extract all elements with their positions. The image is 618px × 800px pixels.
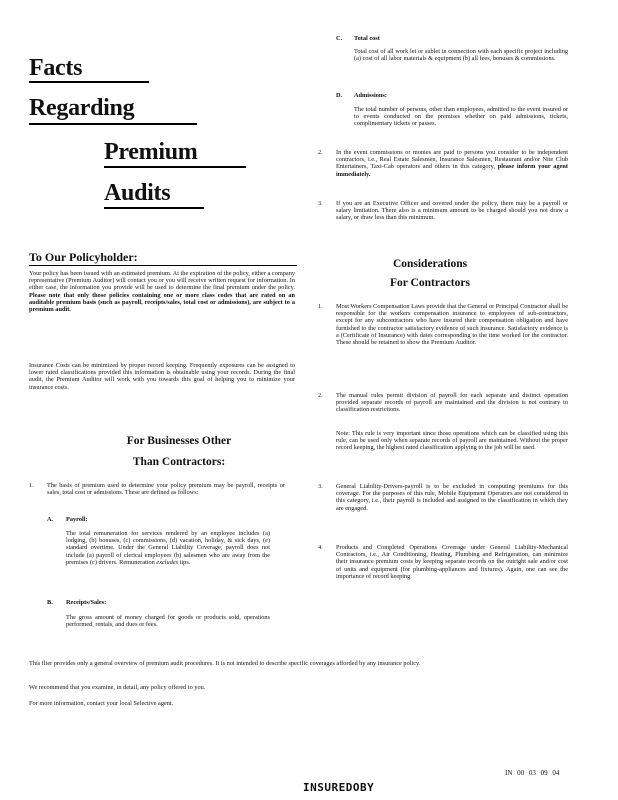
contractor-item-1-text: Most Workers Compensation Laws provide that the General or Principal Contractor shall be responsible for the workers compensation insurance to employees of sub-contractors, except for any subcontractors who have insured their compensation obligation and have furnished to the contractor satisfactory evidence of such insurance. Satisfactory evidence is a (Certificate of Insurance) with dates corresponding to the time worked for the contractor. These should be retained to show the Premium Auditor. xyxy=(336,303,568,347)
contractor-item-1-number: 1. xyxy=(318,303,323,310)
item-3-text: If you are an Executive Officer and covered under the policy, there may be a payroll or salary limitation. There also is a minimum amount to be charged should you not draw a salary, or draw less than this minimum. xyxy=(336,200,568,222)
item-c-title: Total cost xyxy=(354,35,380,42)
item-a-text: The total remuneration for services rendered by an employee includes (a) lodging, (b) bonuses, (c) commissions, (d) vacation, holiday, & sick days, (e) standard overtime. Under the General Liability Coverage, payroll does not include (a) payroll of clerical employees (b) salesmen who are away from the premises (c) drivers. Remuneration excludes tips. xyxy=(66,530,270,566)
policyholder-rule xyxy=(29,265,297,266)
policyholder-paragraph-2: Insurance Costs can be minimized by proper record keeping. Frequently exposures can be assigned to lower rated classifications provided this information is obtainable using your records. During the final audit, the Premium Auditor will work with you towards this goal of helping you to minimize your insurance costs. xyxy=(29,362,295,391)
policyholder-paragraph-1: Your policy has been issued with an estimated premium. At the expiration of the policy, either a company representative (Premium Auditor) will contact you or you will receive written request for information. In either case, the information you provide will be used to determine the final premium under the policy. Please note that only those policies containing one or more class codes that are rated on an auditable premium basis (such as payroll, receipts/sales, total cost or admissions), are subject to a premium audit. xyxy=(29,270,295,314)
contractor-item-4-text: Products and Completed Operations Coverage under General Liability-Mechanical Contractors, i.e., Air Conditioning, Heating, Plumbing and Refrigeration, can minimize their insurance premium costs by keeping separate records on the outright sale and/or cost of units and equipment (for plumbing-appliances and fixtures). Again, one can see the importance of record keeping. xyxy=(336,544,568,580)
title-regarding: Regarding xyxy=(29,95,135,121)
title-facts: Facts xyxy=(29,55,83,81)
item-d-text: The total number of persons, other than employees, admitted to the event insured or to events conducted on the premises whether on paid admissions, tickets, complimentary tickets or passes. xyxy=(354,106,568,128)
form-number: IN 00 03 09 04 xyxy=(505,769,560,777)
footer-contact: For more information, contact your local Selective agent. xyxy=(29,700,174,707)
contractor-item-2-number: 2. xyxy=(318,392,323,399)
businesses-heading-2: Than Contractors: xyxy=(132,456,226,468)
item-d-title: Admissions: xyxy=(354,92,387,99)
title-rule-1 xyxy=(29,81,149,83)
item-d-label: D. xyxy=(336,92,343,99)
policyholder-heading: To Our Policyholder: xyxy=(29,250,138,264)
item-2-number: 2. xyxy=(318,149,323,156)
brand-watermark: INSUREDOBY xyxy=(303,781,375,794)
item-1-number: 1. xyxy=(29,482,34,489)
contractor-item-4-number: 4. xyxy=(318,544,323,551)
item-1-text: The basis of premium used to determine your policy premium may be payroll, receipts or sales, total cost or admissions. These are defined as follows: xyxy=(47,482,285,497)
contractor-item-2-text: The manual rules permit division of payroll for each separate and distinct operation provided separate records of payroll are maintained and the division is not contrary to classification restrictions. xyxy=(336,392,568,414)
item-a-label: A. xyxy=(47,516,54,523)
item-c-label: C. xyxy=(336,35,343,42)
item-2-text: In the event commissions or monies are paid to persons you consider to be independent contractors, i.e., Real Estate Salesmen, Insurance Salesmen, Restaurant and/or Nite Club Entertainers, Taxi-Cab operators and others in this category, please inform your agent immediately. xyxy=(336,149,568,178)
footer-recommendation: We recommend that you examine, in detail, any policy offered to you. xyxy=(29,684,206,691)
item-b-text: The gross amount of money charged for goods or products sold, operations performed, rentals, and dues or fees. xyxy=(66,614,270,629)
item-c-text: Total cost of all work let or sublet in connection with each specific project including (a) cost of all labor materials & equipment (b) all fees, bonuses & commissions. xyxy=(354,48,568,63)
contractor-item-3-number: 3. xyxy=(318,483,323,490)
contractors-heading-2: For Contractors xyxy=(390,277,470,289)
contractor-item-2-note: Note: This rule is very important since those operations which can be classified using this rule, can be used only when separate records of payroll are maintained. Without the proper record keeping, the highest rated classification applying to the job will be used. xyxy=(336,430,568,452)
item-b-label: B. xyxy=(47,599,53,606)
title-premium: Premium xyxy=(104,139,198,165)
businesses-heading-1: For Businesses Other xyxy=(126,435,232,447)
item-3-number: 3. xyxy=(318,200,323,207)
contractors-heading-1: Considerations xyxy=(392,258,468,270)
footer-disclaimer: This flier provides only a general overview of premium audit procedures. It is not intended to describe specific coverages afforded by any insurance policy. xyxy=(29,660,421,667)
item-b-title: Receipts/Sales: xyxy=(66,599,107,606)
contractor-item-3-text: General Liability-Drivers-payroll is to be excluded in computing premiums for this coverage. For the purposes of this rule, Mobile Equipment Operators are not considered in this category, i.e., their payroll is included and assigned to the classification in which they are engaged. xyxy=(336,483,568,512)
title-rule-2 xyxy=(29,123,197,125)
item-a-title: Payroll: xyxy=(66,516,88,523)
title-rule-4 xyxy=(104,207,204,209)
title-rule-3 xyxy=(104,166,246,168)
title-audits: Audits xyxy=(104,180,171,206)
